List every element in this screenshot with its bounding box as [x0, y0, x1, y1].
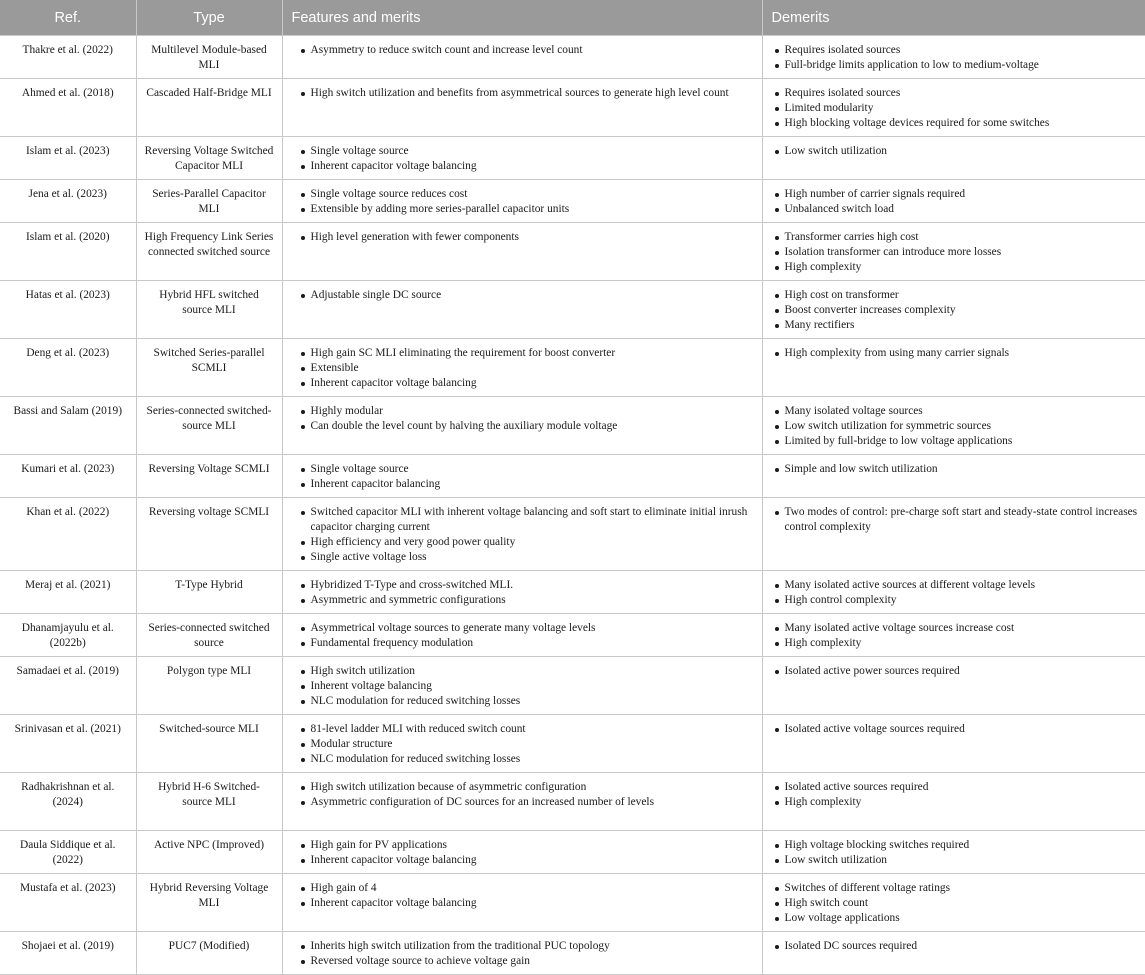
- demerits-list: [773, 346, 1140, 361]
- header-type: Type: [136, 0, 282, 36]
- demerits-list: [773, 288, 1140, 333]
- demerit-item: High control complexity: [773, 593, 1140, 608]
- ref-cell: Thakre et al. (2022): [0, 36, 136, 79]
- demerits-cell: [762, 657, 1145, 715]
- ref-cell: Dhanamjayulu et al. (2022b): [0, 614, 136, 657]
- type-cell: Switched-source MLI: [136, 715, 282, 773]
- features-cell: [282, 397, 762, 455]
- feature-item: Single voltage source: [299, 144, 756, 159]
- features-list: [299, 780, 756, 810]
- features-list: [299, 722, 756, 767]
- type-cell: Series-Parallel Capacitor MLI: [136, 180, 282, 223]
- type-cell: Reversing voltage SCMLI: [136, 498, 282, 571]
- feature-item: Hybridized T-Type and cross-switched MLI.: [299, 578, 756, 593]
- ref-cell: Daula Siddique et al. (2022): [0, 831, 136, 874]
- table-row: [0, 397, 1145, 455]
- demerit-item: Many isolated active sources at different voltage levels: [773, 578, 1140, 593]
- features-list: [299, 43, 756, 58]
- type-cell: PUC7 (Modified): [136, 932, 282, 975]
- demerits-list: [773, 621, 1140, 651]
- features-list: [299, 838, 756, 868]
- feature-item: High level generation with fewer components: [299, 230, 756, 245]
- table-row: [0, 281, 1145, 339]
- feature-item: Can double the level count by halving the auxiliary module voltage: [299, 419, 756, 434]
- table-row: [0, 137, 1145, 180]
- ref-cell: Hatas et al. (2023): [0, 281, 136, 339]
- demerit-item: Many isolated active voltage sources increase cost: [773, 621, 1140, 636]
- demerit-item: Isolation transformer can introduce more losses: [773, 245, 1140, 260]
- feature-item: Extensible by adding more series-parallel capacitor units: [299, 202, 756, 217]
- feature-item: NLC modulation for reduced switching losses: [299, 752, 756, 767]
- demerits-cell: [762, 715, 1145, 773]
- type-cell: Reversing Voltage SCMLI: [136, 455, 282, 498]
- demerits-list: [773, 404, 1140, 449]
- demerits-cell: [762, 498, 1145, 571]
- demerit-item: Boost converter increases complexity: [773, 303, 1140, 318]
- demerits-list: [773, 462, 1140, 477]
- header-ref: Ref.: [0, 0, 136, 36]
- table-row: [0, 614, 1145, 657]
- features-cell: [282, 339, 762, 397]
- demerits-list: [773, 722, 1140, 737]
- feature-item: Asymmetry to reduce switch count and increase level count: [299, 43, 756, 58]
- demerits-cell: [762, 180, 1145, 223]
- ref-cell: Radhakrishnan et al. (2024): [0, 773, 136, 831]
- feature-item: Switched capacitor MLI with inherent voltage balancing and soft start to eliminate initial inrush capacitor charging current: [299, 505, 756, 535]
- features-cell: [282, 715, 762, 773]
- feature-item: High gain of 4: [299, 881, 756, 896]
- demerits-cell: [762, 773, 1145, 831]
- table-row: [0, 339, 1145, 397]
- demerits-cell: [762, 339, 1145, 397]
- table-row: [0, 455, 1145, 498]
- demerit-item: High complexity: [773, 636, 1140, 651]
- demerits-cell: [762, 455, 1145, 498]
- demerit-item: High complexity from using many carrier signals: [773, 346, 1140, 361]
- features-cell: [282, 79, 762, 137]
- demerits-list: [773, 838, 1140, 868]
- demerits-cell: [762, 932, 1145, 975]
- features-list: [299, 462, 756, 492]
- demerit-item: High complexity: [773, 260, 1140, 275]
- table-row: [0, 36, 1145, 79]
- demerits-list: [773, 881, 1140, 926]
- demerit-item: Many isolated voltage sources: [773, 404, 1140, 419]
- demerit-item: Isolated active voltage sources required: [773, 722, 1140, 737]
- demerit-item: Simple and low switch utilization: [773, 462, 1140, 477]
- demerit-item: High cost on transformer: [773, 288, 1140, 303]
- table-row: [0, 79, 1145, 137]
- features-list: [299, 346, 756, 391]
- demerit-item: Low switch utilization for symmetric sources: [773, 419, 1140, 434]
- demerit-item: Isolated DC sources required: [773, 939, 1140, 954]
- demerit-item: Isolated active power sources required: [773, 664, 1140, 679]
- feature-item: Single voltage source: [299, 462, 756, 477]
- features-cell: [282, 773, 762, 831]
- type-cell: High Frequency Link Series connected switched source: [136, 223, 282, 281]
- feature-item: NLC modulation for reduced switching losses: [299, 694, 756, 709]
- demerits-cell: [762, 571, 1145, 614]
- demerit-item: Switches of different voltage ratings: [773, 881, 1140, 896]
- features-cell: [282, 137, 762, 180]
- features-cell: [282, 281, 762, 339]
- feature-item: Inherent capacitor voltage balancing: [299, 159, 756, 174]
- demerits-list: [773, 43, 1140, 73]
- demerit-item: Limited modularity: [773, 101, 1140, 116]
- demerits-list: [773, 187, 1140, 217]
- ref-cell: Samadaei et al. (2019): [0, 657, 136, 715]
- demerit-item: Low switch utilization: [773, 144, 1140, 159]
- ref-cell: Jena et al. (2023): [0, 180, 136, 223]
- feature-item: Inherent voltage balancing: [299, 679, 756, 694]
- demerits-cell: [762, 397, 1145, 455]
- demerits-list: [773, 144, 1140, 159]
- features-cell: [282, 36, 762, 79]
- type-cell: Reversing Voltage Switched Capacitor MLI: [136, 137, 282, 180]
- features-list: [299, 288, 756, 303]
- demerits-list: [773, 664, 1140, 679]
- features-cell: [282, 180, 762, 223]
- feature-item: High gain SC MLI eliminating the requirement for boost converter: [299, 346, 756, 361]
- features-cell: [282, 571, 762, 614]
- features-list: [299, 939, 756, 969]
- features-list: [299, 621, 756, 651]
- demerit-item: High switch count: [773, 896, 1140, 911]
- features-list: [299, 144, 756, 174]
- demerits-cell: [762, 614, 1145, 657]
- features-list: [299, 404, 756, 434]
- feature-item: 81-level ladder MLI with reduced switch count: [299, 722, 756, 737]
- features-list: [299, 187, 756, 217]
- type-cell: Hybrid Reversing Voltage MLI: [136, 874, 282, 932]
- ref-cell: Shojaei et al. (2019): [0, 932, 136, 975]
- type-cell: Switched Series-parallel SCMLI: [136, 339, 282, 397]
- feature-item: Adjustable single DC source: [299, 288, 756, 303]
- feature-item: Inherent capacitor voltage balancing: [299, 853, 756, 868]
- feature-item: Single active voltage loss: [299, 550, 756, 565]
- feature-item: Single voltage source reduces cost: [299, 187, 756, 202]
- table-row: [0, 571, 1145, 614]
- table-row: [0, 773, 1145, 831]
- feature-item: Highly modular: [299, 404, 756, 419]
- demerit-item: Transformer carries high cost: [773, 230, 1140, 245]
- demerit-item: Two modes of control: pre-charge soft start and steady-state control increases control complexity: [773, 505, 1140, 535]
- table-row: [0, 874, 1145, 932]
- demerits-list: [773, 939, 1140, 954]
- table-row: [0, 657, 1145, 715]
- features-cell: [282, 657, 762, 715]
- demerits-cell: [762, 281, 1145, 339]
- demerits-cell: [762, 831, 1145, 874]
- demerit-item: Isolated active sources required: [773, 780, 1140, 795]
- demerit-item: High voltage blocking switches required: [773, 838, 1140, 853]
- ref-cell: Bassi and Salam (2019): [0, 397, 136, 455]
- feature-item: Modular structure: [299, 737, 756, 752]
- feature-item: High gain for PV applications: [299, 838, 756, 853]
- demerits-list: [773, 780, 1140, 810]
- demerits-cell: [762, 137, 1145, 180]
- features-cell: [282, 831, 762, 874]
- header-row: [0, 0, 1145, 36]
- demerit-item: Many rectifiers: [773, 318, 1140, 333]
- features-list: [299, 86, 756, 101]
- header-demerits: Demerits: [762, 0, 1145, 36]
- demerits-cell: [762, 874, 1145, 932]
- feature-item: High switch utilization and benefits from asymmetrical sources to generate high level count: [299, 86, 756, 101]
- feature-item: Asymmetric configuration of DC sources for an increased number of levels: [299, 795, 756, 810]
- demerit-item: Full-bridge limits application to low to medium-voltage: [773, 58, 1140, 73]
- table-row: [0, 932, 1145, 975]
- feature-item: Asymmetrical voltage sources to generate many voltage levels: [299, 621, 756, 636]
- features-cell: [282, 614, 762, 657]
- features-cell: [282, 498, 762, 571]
- features-cell: [282, 223, 762, 281]
- type-cell: Active NPC (Improved): [136, 831, 282, 874]
- features-list: [299, 230, 756, 245]
- features-list: [299, 578, 756, 608]
- feature-item: Inherent capacitor voltage balancing: [299, 896, 756, 911]
- demerits-list: [773, 505, 1140, 535]
- table-row: [0, 498, 1145, 571]
- feature-item: Reversed voltage source to achieve voltage gain: [299, 954, 756, 969]
- table-row: [0, 715, 1145, 773]
- demerits-list: [773, 578, 1140, 608]
- demerit-item: Unbalanced switch load: [773, 202, 1140, 217]
- feature-item: Extensible: [299, 361, 756, 376]
- demerit-item: High complexity: [773, 795, 1140, 810]
- features-list: [299, 881, 756, 911]
- demerits-list: [773, 86, 1140, 131]
- table-row: [0, 831, 1145, 874]
- ref-cell: Islam et al. (2020): [0, 223, 136, 281]
- demerits-cell: [762, 223, 1145, 281]
- table-body: [0, 36, 1145, 975]
- demerits-cell: [762, 36, 1145, 79]
- features-list: [299, 505, 756, 565]
- type-cell: Cascaded Half-Bridge MLI: [136, 79, 282, 137]
- feature-item: Fundamental frequency modulation: [299, 636, 756, 651]
- ref-cell: Meraj et al. (2021): [0, 571, 136, 614]
- demerit-item: High number of carrier signals required: [773, 187, 1140, 202]
- feature-item: Asymmetric and symmetric configurations: [299, 593, 756, 608]
- demerit-item: Low switch utilization: [773, 853, 1140, 868]
- type-cell: Polygon type MLI: [136, 657, 282, 715]
- feature-item: Inherent capacitor balancing: [299, 477, 756, 492]
- demerit-item: Requires isolated sources: [773, 86, 1140, 101]
- demerit-item: High blocking voltage devices required for some switches: [773, 116, 1140, 131]
- ref-cell: Deng et al. (2023): [0, 339, 136, 397]
- type-cell: Series-connected switched-source MLI: [136, 397, 282, 455]
- demerit-item: Limited by full-bridge to low voltage applications: [773, 434, 1140, 449]
- features-cell: [282, 932, 762, 975]
- feature-item: Inherent capacitor voltage balancing: [299, 376, 756, 391]
- table-row: [0, 180, 1145, 223]
- features-cell: [282, 455, 762, 498]
- features-list: [299, 664, 756, 709]
- demerit-item: Requires isolated sources: [773, 43, 1140, 58]
- type-cell: Series-connected switched source: [136, 614, 282, 657]
- type-cell: T-Type Hybrid: [136, 571, 282, 614]
- demerits-cell: [762, 79, 1145, 137]
- header-features: Features and merits: [282, 0, 762, 36]
- demerit-item: Low voltage applications: [773, 911, 1140, 926]
- type-cell: Multilevel Module-based MLI: [136, 36, 282, 79]
- ref-cell: Khan et al. (2022): [0, 498, 136, 571]
- type-cell: Hybrid HFL switched source MLI: [136, 281, 282, 339]
- type-cell: Hybrid H-6 Switched-source MLI: [136, 773, 282, 831]
- table-row: [0, 223, 1145, 281]
- ref-cell: Mustafa et al. (2023): [0, 874, 136, 932]
- ref-cell: Ahmed et al. (2018): [0, 79, 136, 137]
- feature-item: High switch utilization because of asymmetric configuration: [299, 780, 756, 795]
- demerits-list: [773, 230, 1140, 275]
- ref-cell: Kumari et al. (2023): [0, 455, 136, 498]
- feature-item: High switch utilization: [299, 664, 756, 679]
- feature-item: High efficiency and very good power quality: [299, 535, 756, 550]
- ref-cell: Islam et al. (2023): [0, 137, 136, 180]
- ref-cell: Srinivasan et al. (2021): [0, 715, 136, 773]
- feature-item: Inherits high switch utilization from the traditional PUC topology: [299, 939, 756, 954]
- features-cell: [282, 874, 762, 932]
